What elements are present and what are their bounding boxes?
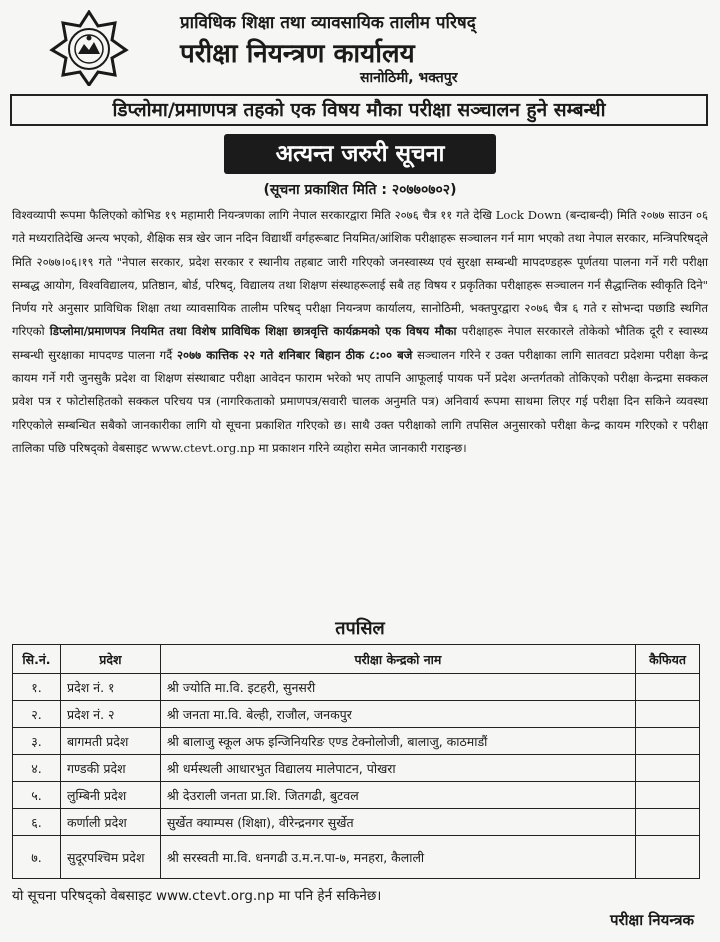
table-row: [13, 755, 700, 782]
row-serial: ६.: [13, 809, 61, 836]
letterhead: [0, 4, 720, 86]
body-bold-program: डिप्लोमा/प्रमाणपत्र नियमित तथा विशेष प्राविधिक शिक्षा छात्रवृत्ति कार्यक्रमको एक विषय मौका: [49, 324, 457, 339]
column-header-center: परीक्षा केन्द्रको नाम: [160, 645, 635, 674]
column-header-province: प्रदेश: [60, 645, 160, 674]
notice-subject: डिप्लोमा/प्रमाणपत्र तहको एक विषय मौका परीक्षा सञ्चालन हुने सम्बन्धी: [10, 94, 708, 126]
row-center: श्री सरस्वती मा.वि. धनगढी उ.म.न.पा-७, मनहरा, कैलाली: [160, 836, 635, 879]
column-header-remark: कैफियत: [636, 645, 700, 674]
body-bold-exam-date: २०७७ कात्तिक २२ गते शनिबार बिहान ठीक ८:०० बजे: [177, 347, 413, 362]
office-address: सानोठिमी, भक्तपुर: [360, 70, 458, 86]
body-text-part: सञ्चालन गरिने र उक्त परीक्षाका लागि सातवटा प्रदेशमा परीक्षा केन्द्र कायम गर्ने गरी जुनसुकै प्रदेश वा शिक्षण संस्थाबाट परीक्षा आवेदन फाराम भरेको भए तापनि आफूलाई पायक पर्ने प्रदेश अन्तर्गतको तोकिएको परीक्षा केन्द्रमा सक्कल प्रवेश पत्र र फोटोसहितको सक्कल परिचय पत्र (नागरिकताको प्रमाणपत्र/सवारी चालक अनुमति पत्र) अनिवार्य रूपमा साथमा लिएर गई परीक्षा दिन सकिने व्यवस्था गरिएकोले सम्बन्धित सबैको जानकारीका लागि यो सूचना प्रकाशित गरिएको छ। साथै उक्त परीक्षाको लागि तपसिल अनुसारको परीक्षा केन्द्र कायम गरिएको र परीक्षा तालिका पछि परिषद्को वेबसाइट www.ctevt.org.np मा प्रकाशन गरिने व्यहोरा समेत जानकारी गराइन्छ।: [12, 347, 708, 455]
body-text-part: विश्वव्यापी रूपमा फैलिएको कोभिड १९ महामारी नियन्त्रणका लागि नेपाल सरकारद्वारा मिति २०७६ चैत्र ११ गते देखि Lock Down (बन्दाबन्दी) मिति २०७७ साउन ०६ गते मध्यरातिदेखि अन्त्य भएको, शैक्षिक सत्र खेर जान नदिन विद्यार्थी वर्गहरूबाट नियमित/आंशिक परीक्षाहरू सञ्चालन गर्न माग भएको तथा नेपाल सरकार, मन्त्रिपरिषद्ले मिति २०७७।०६।१९ गते "नेपाल सरकार, प्रदेश सरकार र स्थानीय तहबाट जारी गरिएको जनस्वास्थ्य एवं सुरक्षा सम्बन्धी मापदण्डहरू पूर्णतया पालना गर्ने गरी परीक्षा सम्बद्ध आयोग, विश्वविद्यालय, प्रतिष्ठान, बोर्ड, परिषद्, विद्यालय तथा शिक्षण संस्थाहरूलाई सबै तह विषय र प्रकृतिका परीक्षाहरू सञ्चालन गर्न सैद्धान्तिक स्वीकृति दिने" निर्णय गरे अनुसार प्राविधिक शिक्षा तथा व्यावसायिक तालीम परिषद् परीक्षा नियन्त्रण कार्यालय, सानोठिमी, भक्तपुरद्वारा २०७६ चैत्र ६ गते र सोभन्दा पछाडि स्थगित गरिएको: [12, 208, 709, 339]
row-remark: [636, 782, 700, 809]
row-province: बागमती प्रदेश: [60, 728, 160, 755]
row-remark: [636, 674, 700, 701]
notice-body: [12, 204, 708, 460]
row-center: श्री धर्मस्थली आधारभुत विद्यालय मालेपाटन, पोखरा: [160, 755, 635, 782]
row-remark: [636, 809, 700, 836]
row-serial: २.: [13, 701, 61, 728]
row-center: श्री बालाजु स्कूल अफ इन्जिनियरिङ एण्ड टेक्नोलोजी, बालाजु, काठमाडौं: [160, 728, 635, 755]
notice-title: अत्यन्त जरुरी सूचना: [224, 134, 496, 174]
row-serial: ५.: [13, 782, 61, 809]
office-name: परीक्षा नियन्त्रण कार्यालय: [180, 39, 415, 69]
row-province: प्रदेश नं. १: [60, 674, 160, 701]
government-emblem-icon: [48, 10, 130, 86]
table-row: [13, 836, 700, 879]
column-header-serial: सि.नं.: [13, 645, 61, 674]
row-province: गण्डकी प्रदेश: [60, 755, 160, 782]
table-row: [13, 782, 700, 809]
body-text-part: परीक्षाहरू नेपाल सरकारले तोकेको भौतिक दूरी र स्वास्थ्य सम्बन्धी सुरक्षाका मापदण्ड पालना गर्दै: [12, 324, 709, 362]
table-header-row: [13, 645, 700, 674]
row-serial: ७.: [13, 836, 61, 879]
row-serial: ४.: [13, 755, 61, 782]
row-center: श्री जनता मा.वि. बेल्ही, राजौल, जनकपुर: [160, 701, 635, 728]
footer-note: यो सूचना परिषद्को वेबसाइट www.ctevt.org.np मा पनि हेर्न सकिनेछ।: [12, 888, 382, 904]
row-serial: १.: [13, 674, 61, 701]
row-center: श्री ज्योति मा.वि. इटहरी, सुनसरी: [160, 674, 635, 701]
row-province: लुम्बिनी प्रदेश: [60, 782, 160, 809]
table-row: [13, 674, 700, 701]
row-remark: [636, 701, 700, 728]
table-row: [13, 728, 700, 755]
row-serial: ३.: [13, 728, 61, 755]
organization-name: प्राविधिक शिक्षा तथा व्यावसायिक तालीम परिषद्: [180, 13, 476, 33]
row-center: श्री देउराली जनता प्रा.शि. जितगढी, बुटवल: [160, 782, 635, 809]
publication-date: (सूचना प्रकाशित मिति : २०७७०७०२): [263, 182, 457, 198]
row-remark: [636, 755, 700, 782]
row-remark: [636, 836, 700, 879]
row-remark: [636, 728, 700, 755]
row-center: सुर्खेत क्याम्पस (शिक्षा), वीरेन्द्रनगर सुर्खेत: [160, 809, 635, 836]
row-province: प्रदेश नं. २: [60, 701, 160, 728]
signatory-title: परीक्षा नियन्त्रक: [610, 911, 694, 929]
schedule-heading: तपसिल: [335, 618, 385, 639]
exam-centers-table: [12, 644, 700, 879]
table-row: [13, 809, 700, 836]
table-row: [13, 701, 700, 728]
row-province: कर्णाली प्रदेश: [60, 809, 160, 836]
row-province: सुदूरपश्चिम प्रदेश: [60, 836, 160, 879]
